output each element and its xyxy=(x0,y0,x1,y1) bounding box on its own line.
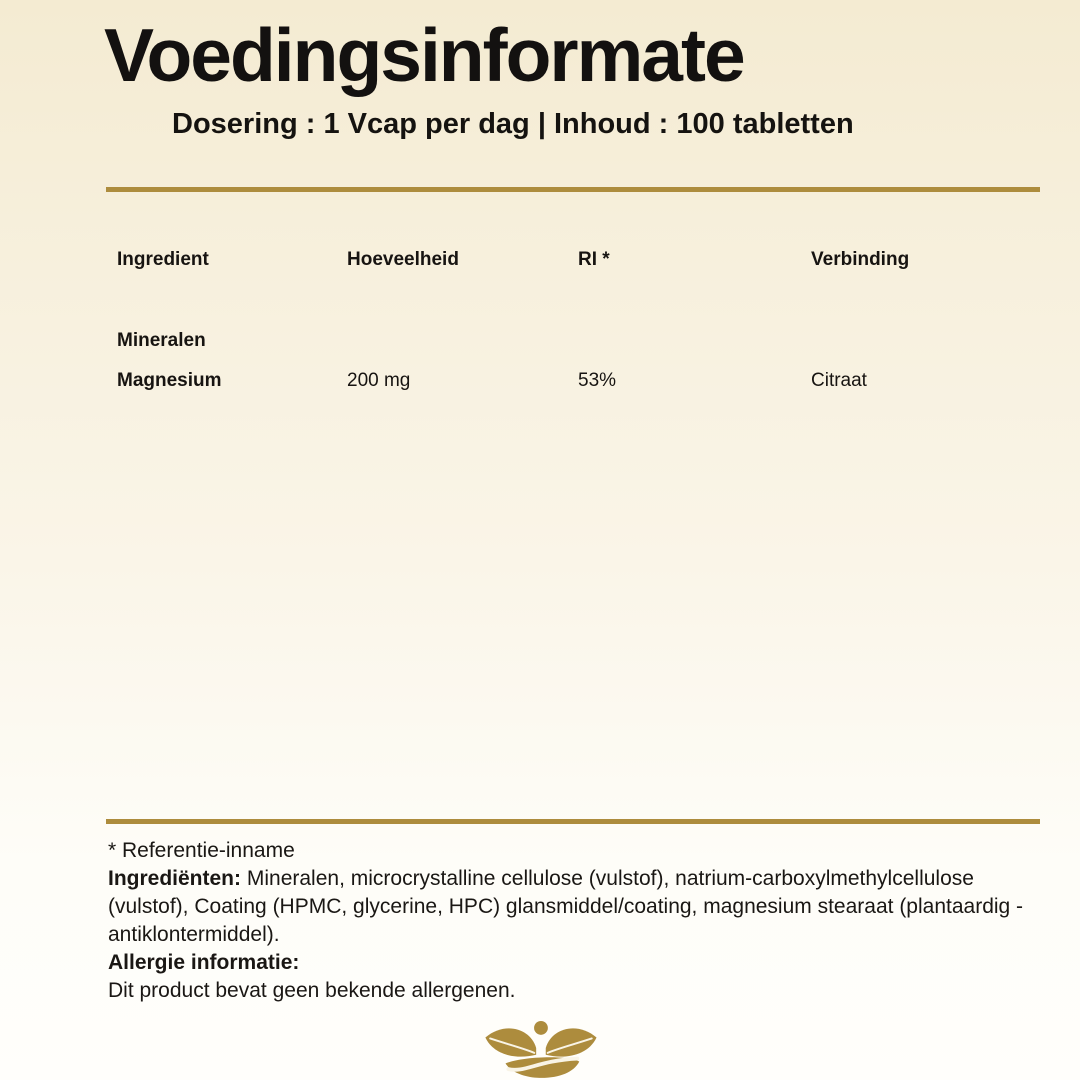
column-header-ingredient: Ingredient xyxy=(117,249,209,270)
footnotes xyxy=(108,837,1042,1005)
top-divider xyxy=(106,187,1040,192)
ingredients-label: Ingrediënten: xyxy=(108,867,242,890)
table-cell-compound: Citraat xyxy=(811,370,867,391)
bottom-divider xyxy=(106,819,1040,824)
allergy-label: Allergie informatie: xyxy=(108,951,300,974)
table-group-label: Mineralen xyxy=(117,330,206,351)
reference-note: * Referentie-inname xyxy=(108,839,295,862)
dosage-subtitle: Dosering : 1 Vcap per dag | Inhoud : 100 tabletten xyxy=(172,108,854,140)
table-cell-ri: 53% xyxy=(578,370,617,391)
table-cell-amount: 200 mg xyxy=(347,370,411,391)
column-header-compound: Verbinding xyxy=(811,249,910,270)
leaf-emblem-icon xyxy=(483,1018,598,1080)
table-cell-ingredient: Magnesium xyxy=(117,370,222,391)
brand-logo xyxy=(483,1018,598,1080)
allergy-text: Dit product bevat geen bekende allergenen. xyxy=(108,979,516,1002)
ingredients-paragraph xyxy=(108,865,1042,949)
page-title: Voedingsinformate xyxy=(104,13,744,97)
column-header-ri: RI * xyxy=(578,249,610,270)
column-header-amount: Hoeveelheid xyxy=(347,249,459,270)
ingredients-text: Mineralen, microcrystalline cellulose (vulstof), natrium-carboxylmethylcellulose (vulstof), Coating (HPMC, glycerine, HPC) glansmiddel/coating, magnesium stearaat (plantaardig - antiklontermiddel). xyxy=(108,867,1024,946)
